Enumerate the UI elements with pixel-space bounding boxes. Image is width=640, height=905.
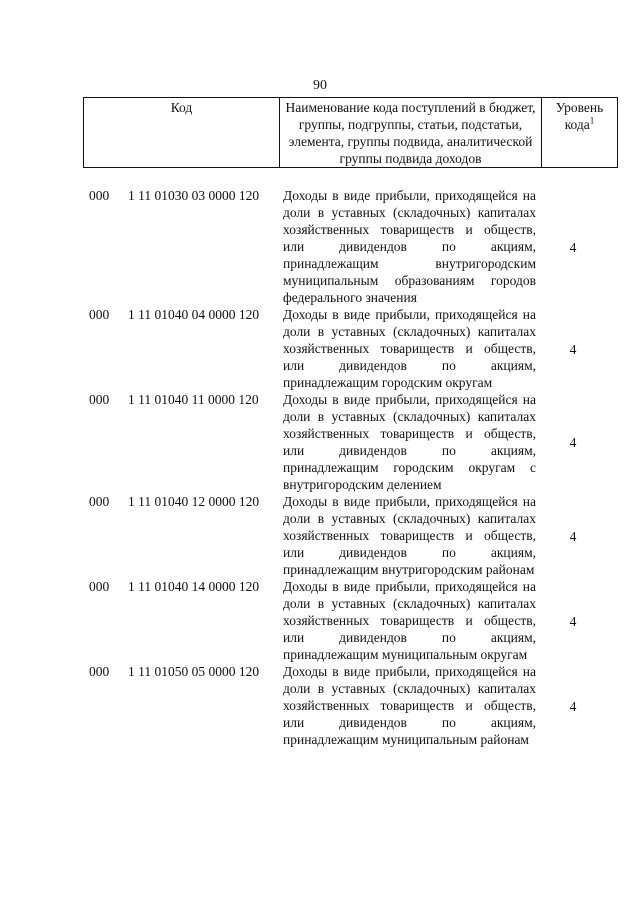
header-level: Уровень кода [555,100,604,132]
row-revenue-name: Доходы в виде прибыли, приходящейся на доли в уставных (складочных) капиталах хозяйственных товариществ и обществ, или дивидендов по акциям, принадлежащим внутригородским районам [283,494,536,577]
header-code: Код [84,98,280,168]
row-revenue-code: 1 11 01040 04 0000 120 [128,307,260,322]
table-body [0,187,640,748]
row-level: 4 [569,435,577,450]
row-revenue-code: 1 11 01040 12 0000 120 [128,494,260,509]
row-admin-code: 000 [89,307,110,322]
row-level: 4 [569,613,577,629]
table-row [0,493,640,578]
row-revenue-name: Доходы в виде прибыли, приходящейся на доли в уставных (складочных) капиталах хозяйственных товариществ и обществ, или дивидендов по акциям, принадлежащим муниципальным округам [283,579,536,662]
row-level: 4 [569,341,577,357]
table-header [83,97,618,168]
row-admin-code: 000 [89,664,110,679]
table-row [0,391,640,493]
row-level: 4 [569,698,577,714]
row-revenue-name: Доходы в виде прибыли, приходящейся на доли в уставных (складочных) капиталах хозяйственных товариществ и обществ, или дивидендов по акциям, принадлежащим муниципальным районам [283,664,536,747]
row-admin-code: 000 [89,392,110,407]
header-row [84,98,618,168]
row-admin-code: 000 [89,494,110,509]
table-row [0,578,640,663]
header-level-cell [542,98,618,168]
row-level: 4 [569,239,577,255]
row-revenue-name: Доходы в виде прибыли, приходящейся на доли в уставных (складочных) капиталах хозяйственных товариществ и обществ, или дивидендов по акциям, принадлежащим внутригородским муниципальным образованиям городов федерального значения [283,188,536,305]
footnote-marker: 1 [589,115,595,126]
page-number: 90 [313,78,327,93]
row-admin-code: 000 [89,579,110,594]
row-level: 4 [569,528,577,544]
table-row [0,187,640,306]
header-name: Наименование кода поступлений в бюджет, группы, подгруппы, статьи, подстатьи, элемента, группы подвида, аналитической группы подвида доходов [280,98,542,168]
row-revenue-code: 1 11 01040 11 0000 120 [128,392,259,407]
row-revenue-code: 1 11 01050 05 0000 120 [128,664,260,679]
row-revenue-code: 1 11 01030 03 0000 120 [128,188,260,203]
row-revenue-code: 1 11 01040 14 0000 120 [128,579,260,594]
row-admin-code: 000 [89,188,110,203]
row-revenue-name: Доходы в виде прибыли, приходящейся на доли в уставных (складочных) капиталах хозяйственных товариществ и обществ, или дивидендов по акциям, принадлежащим городским округам [283,307,536,390]
table-row [0,663,640,748]
row-revenue-name: Доходы в виде прибыли, приходящейся на доли в уставных (складочных) капиталах хозяйственных товариществ и обществ, или дивидендов по акциям, принадлежащим городским округам с внутригородским делением [283,392,536,492]
table-row [0,306,640,391]
